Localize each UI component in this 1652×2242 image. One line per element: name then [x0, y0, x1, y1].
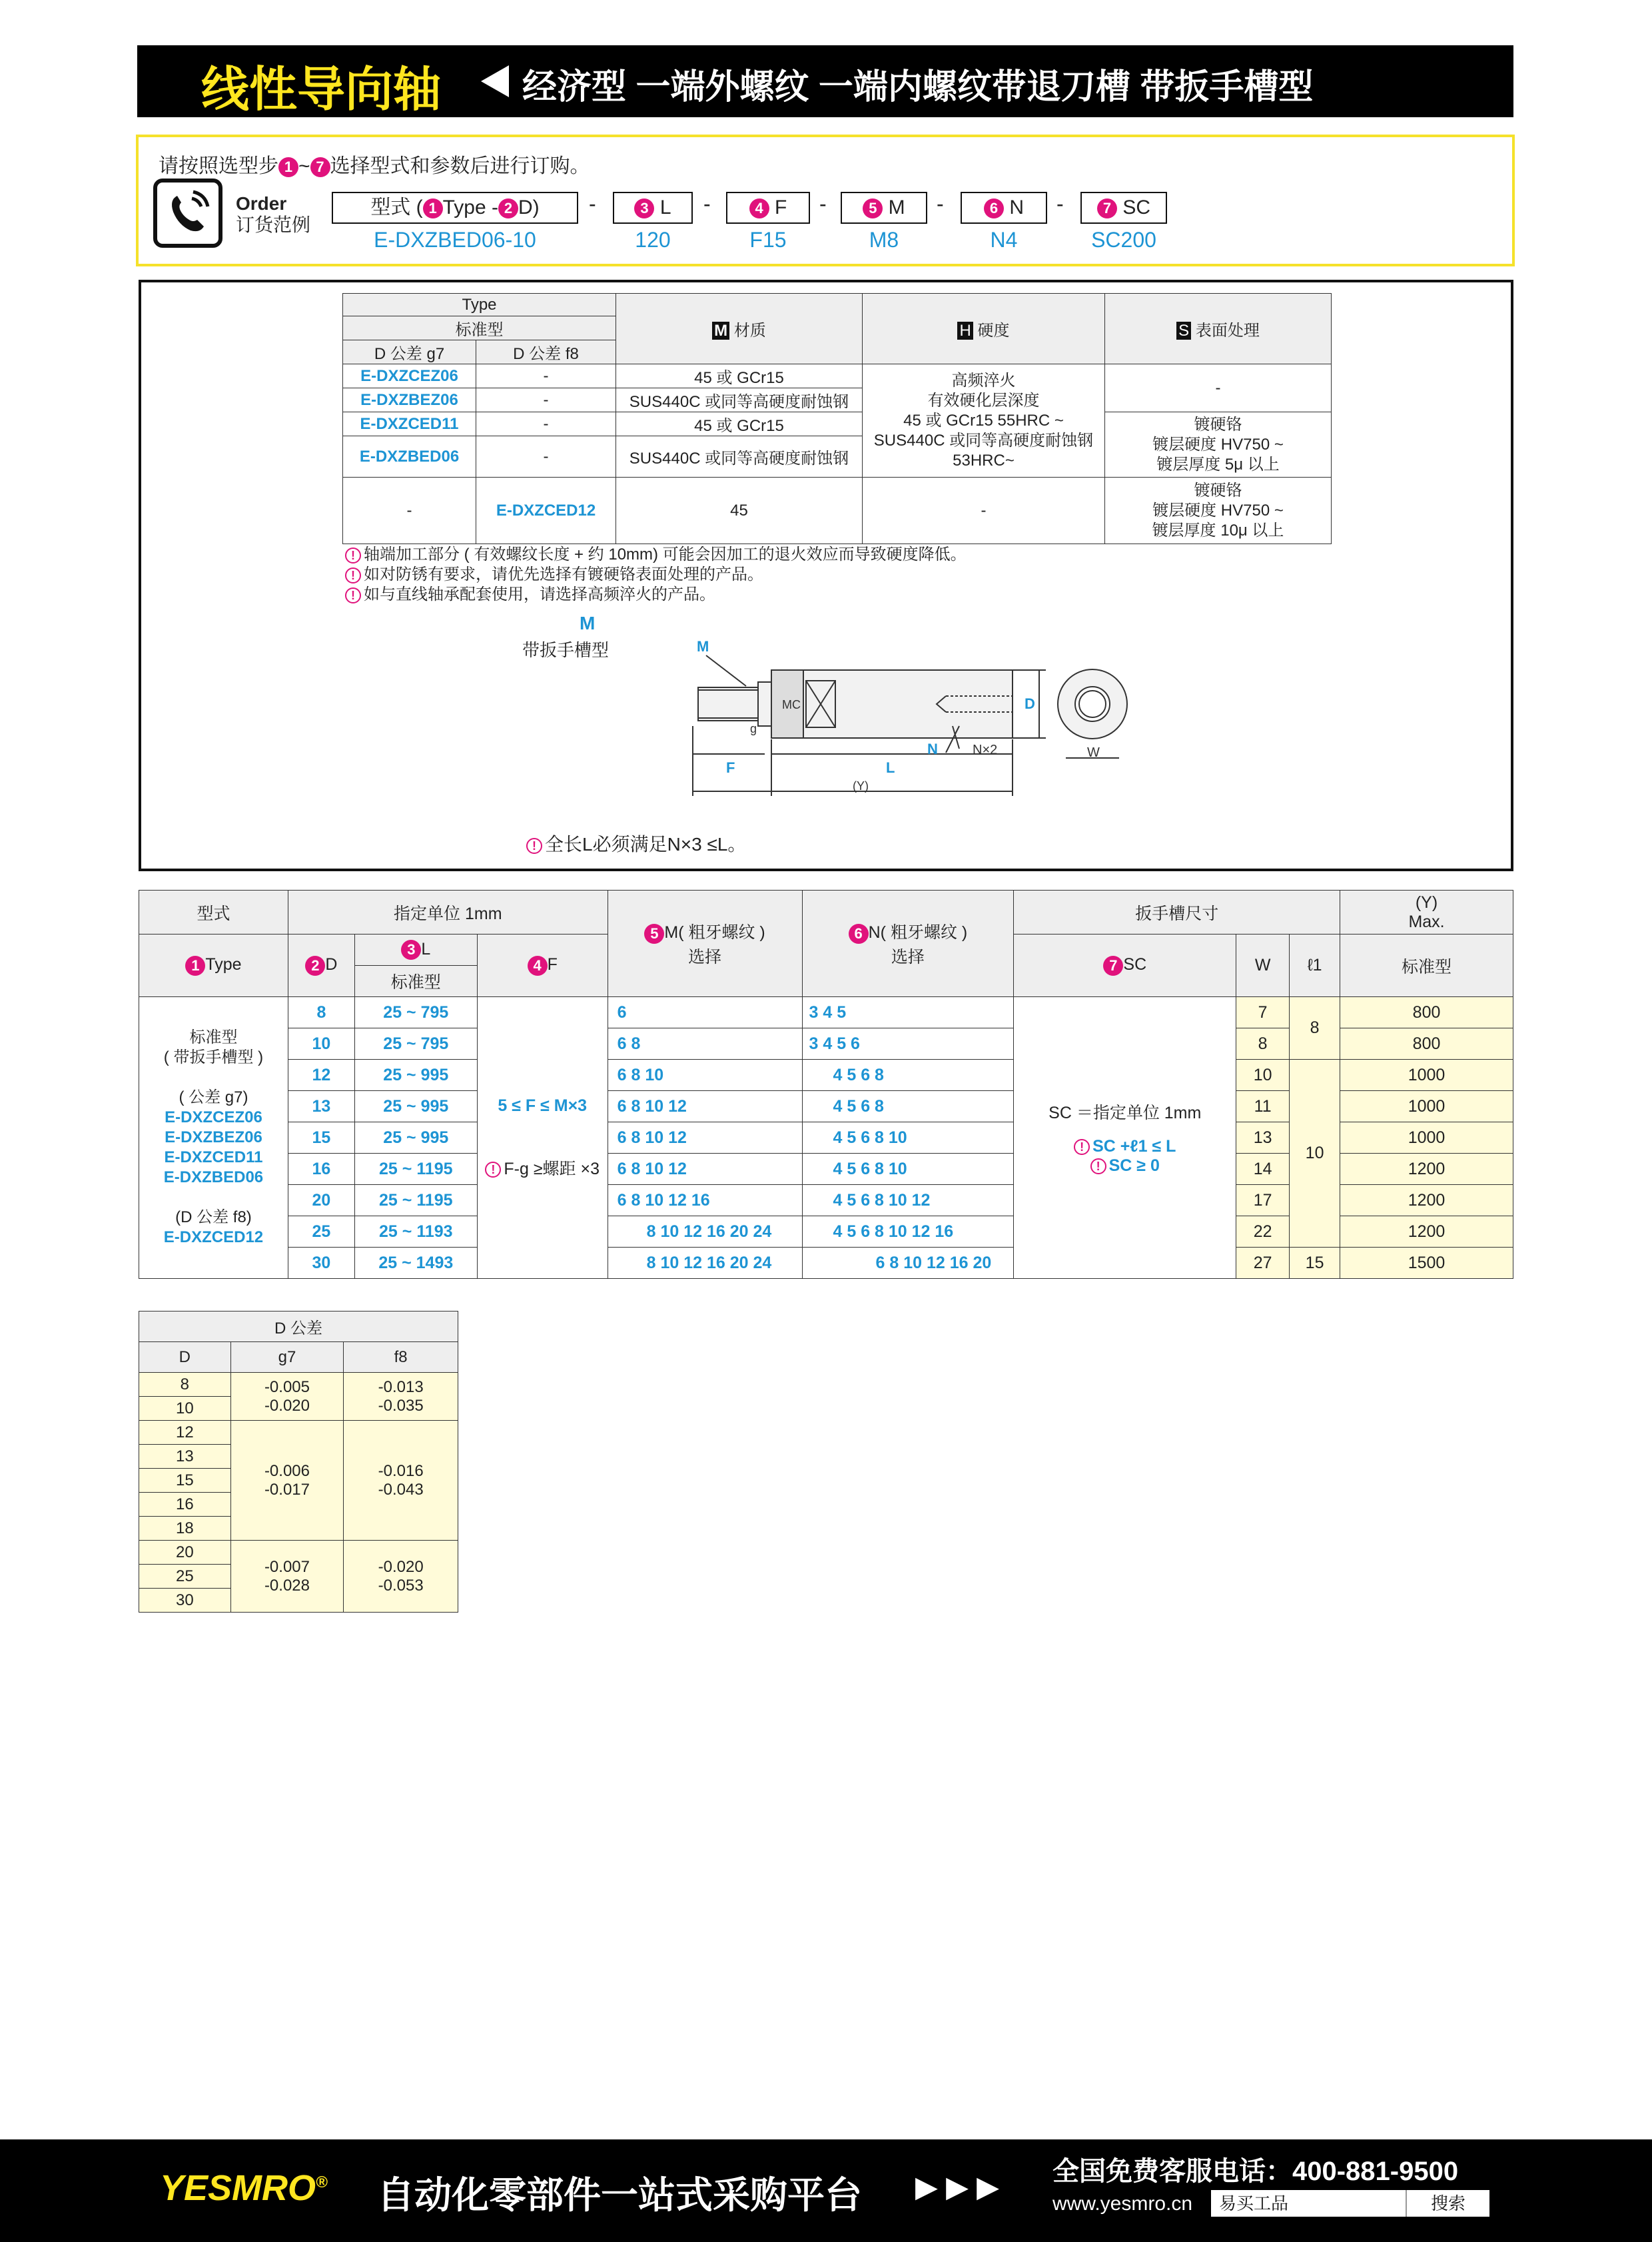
- field-N-value: N4: [990, 228, 1018, 252]
- SC-rule-cell: [1014, 997, 1236, 1279]
- D-cell: 8: [288, 997, 354, 1028]
- col-header: M( 粗牙螺纹 ): [664, 923, 765, 942]
- cell: -: [476, 364, 616, 388]
- field-label: L: [659, 196, 671, 218]
- separator-dash: -: [819, 192, 827, 216]
- table-row: [139, 1421, 458, 1445]
- registered-mark: ®: [316, 2173, 328, 2191]
- order-example-panel: [136, 135, 1515, 266]
- L-cell: 25 ~ 1195: [354, 1185, 477, 1216]
- D-cell: 15: [288, 1122, 354, 1154]
- instruction-text: ~: [298, 155, 310, 177]
- field-label: 型式 (: [370, 196, 423, 218]
- step-number-badge: 4: [528, 956, 548, 976]
- L-cell: 25 ~ 795: [354, 1028, 477, 1060]
- M-cell: 8 10 12 16 20 24: [608, 1216, 802, 1248]
- spacer: [478, 1116, 608, 1156]
- N-cell: 4 5 6 8 10: [802, 1122, 1014, 1154]
- separator-dash: -: [1056, 192, 1064, 216]
- type-code[interactable]: E-DXZBEZ06: [343, 388, 476, 412]
- D-cell: 30: [288, 1248, 354, 1279]
- f8-cell: [344, 1421, 458, 1541]
- N-cell: 6 8 10 12 16 20: [802, 1248, 1014, 1279]
- note-item: [345, 565, 967, 585]
- L-cell: 25 ~ 995: [354, 1122, 477, 1154]
- cell-line: 镀硬铬: [1194, 415, 1242, 434]
- cell: -: [476, 412, 616, 436]
- tol-value: -0.006: [264, 1461, 310, 1480]
- warning-icon: !: [1090, 1158, 1106, 1174]
- step-number-badge: 2: [498, 198, 518, 218]
- col-header-L: [354, 934, 477, 966]
- order-label-en: Order: [236, 193, 287, 214]
- cell-line: 镀层厚度 10μ 以上: [1152, 521, 1284, 540]
- M-cell: 6 8 10 12: [608, 1122, 802, 1154]
- W-cell: 14: [1236, 1154, 1290, 1185]
- D-cell: 8: [139, 1373, 231, 1397]
- hotline-label: 全国免费客服电话：: [1052, 2157, 1292, 2186]
- L-cell: 25 ~ 1195: [354, 1154, 477, 1185]
- col-header: 扳手槽尺寸: [1014, 891, 1340, 934]
- D-cell: 25: [139, 1565, 231, 1589]
- note-text: 全长L必须满足N×3 ≤L。: [545, 834, 747, 855]
- left-triangle-icon: [481, 65, 509, 97]
- N-cell: 4 5 6 8: [802, 1060, 1014, 1091]
- Y-cell: 800: [1340, 1028, 1513, 1060]
- surface-cell: -: [1105, 364, 1332, 412]
- M-cell: 6 8 10: [608, 1060, 802, 1091]
- col-header: L: [421, 939, 431, 958]
- L-cell: 25 ~ 1193: [354, 1216, 477, 1248]
- table-row: [139, 1248, 1513, 1279]
- brand-logo: [160, 2167, 328, 2209]
- warning-icon: !: [526, 838, 542, 854]
- col-header: (Y): [1415, 893, 1438, 912]
- order-instruction: [159, 149, 590, 179]
- spec-table: [342, 293, 1332, 544]
- tol-value: -0.020: [378, 1557, 424, 1576]
- col-header: 标准型: [1340, 934, 1513, 997]
- step-number-badge: 1: [185, 956, 205, 976]
- col-header: 标准型: [343, 316, 616, 340]
- col-header: Type: [343, 294, 616, 316]
- D-cell: 13: [139, 1445, 231, 1469]
- Y-cell: 1000: [1340, 1122, 1513, 1154]
- field-L-box: [613, 192, 693, 224]
- table-row: [343, 412, 1332, 436]
- spacer: [139, 1188, 288, 1208]
- step-number-badge: 7: [1097, 198, 1117, 218]
- field-SC-value: SC200: [1091, 228, 1156, 252]
- note-text: 轴端加工部分 ( 有效螺纹长度 + 约 10mm) 可能会因加工的退火效应而导致硬度降低。: [364, 546, 967, 563]
- surface-icon: S: [1176, 322, 1191, 340]
- D-cell: 20: [139, 1541, 231, 1565]
- type-code[interactable]: E-DXZCED11: [164, 1148, 263, 1166]
- hardness-cell: -: [863, 478, 1105, 544]
- W-cell: 7: [1236, 997, 1290, 1028]
- col-header: N( 粗牙螺纹 ): [868, 923, 968, 942]
- cell-line: 镀层硬度 HV750 ~: [1152, 435, 1284, 454]
- g7-cell: [230, 1541, 344, 1613]
- tol-value: -0.007: [264, 1557, 310, 1576]
- hotline: [1052, 2150, 1458, 2188]
- field-F-value: F15: [749, 228, 787, 252]
- brand-name: YESMRO: [160, 2168, 316, 2208]
- col-header: 材质: [733, 322, 766, 340]
- tol-value: -0.013: [378, 1377, 424, 1396]
- diagram-type-label: 带扳手槽型: [522, 640, 610, 660]
- Y-cell: 1200: [1340, 1216, 1513, 1248]
- g7-cell: [230, 1373, 344, 1421]
- table-row: [139, 997, 1513, 1028]
- field-label: F: [775, 196, 787, 218]
- spacer: [139, 1068, 288, 1088]
- table-row: [139, 1373, 458, 1397]
- cell-line: 镀硬铬: [1194, 481, 1242, 500]
- note-item: [345, 585, 967, 605]
- tolerance-table: [139, 1311, 458, 1613]
- col-header-material: [616, 294, 863, 364]
- M-cell: 8 10 12 16 20 24: [608, 1248, 802, 1279]
- warning-icon: !: [345, 548, 361, 563]
- dimension-table: [139, 890, 1513, 1279]
- type-block: [139, 997, 288, 1279]
- hardness-icon: H: [957, 322, 973, 340]
- col-header: 标准型: [354, 966, 477, 997]
- separator-dash: -: [937, 192, 944, 216]
- l1-cell: 8: [1290, 997, 1340, 1060]
- W-cell: 13: [1236, 1122, 1290, 1154]
- page-header: [137, 45, 1513, 117]
- M-cell: 6 8: [608, 1028, 802, 1060]
- cell: -: [476, 436, 616, 478]
- col-header: D 公差 f8: [476, 340, 616, 364]
- D-cell: 16: [139, 1493, 231, 1517]
- N-cell: 4 5 6 8 10 12 16: [802, 1216, 1014, 1248]
- tol-value: -0.043: [378, 1480, 424, 1499]
- field-label: M: [888, 196, 905, 218]
- field-M-value: M8: [869, 228, 899, 252]
- field-type-value: E-DXZBED06-10: [374, 228, 536, 252]
- L-cell: 25 ~ 995: [354, 1091, 477, 1122]
- SC-rule: SC +ℓ1 ≤ L: [1092, 1137, 1176, 1156]
- arrows-icon: ▶ ▶ ▶: [915, 2171, 999, 2203]
- cell-line: 45 或 GCr15 55HRC ~: [903, 411, 1064, 430]
- table-row: [343, 478, 1332, 544]
- D-cell: 16: [288, 1154, 354, 1185]
- separator-dash: -: [589, 192, 596, 216]
- tol-value: -0.016: [378, 1461, 424, 1480]
- type-line: ( 带扳手槽型 ): [163, 1048, 264, 1066]
- f8-cell: [344, 1541, 458, 1613]
- step-number-badge: 6: [984, 198, 1004, 218]
- hotline-number: 400-881-9500: [1292, 2157, 1459, 2186]
- cell-line: 镀层硬度 HV750 ~: [1152, 501, 1284, 520]
- l1-cell: 15: [1290, 1248, 1340, 1279]
- D-cell: 30: [139, 1589, 231, 1613]
- SC-rule: SC ≥ 0: [1108, 1156, 1160, 1175]
- warning-icon: !: [1074, 1139, 1090, 1155]
- cell: -: [476, 388, 616, 412]
- type-code[interactable]: E-DXZCED11: [343, 412, 476, 436]
- step-number-badge: 2: [305, 956, 325, 976]
- N-cell: 3 4 5: [802, 997, 1014, 1028]
- spacer: [1014, 1124, 1236, 1137]
- label-F: F: [726, 759, 735, 776]
- step-number-badge: 7: [310, 157, 330, 177]
- field-label: D): [518, 196, 540, 218]
- col-header: 型式: [139, 891, 288, 934]
- field-label: SC: [1122, 196, 1151, 218]
- col-header: D 公差: [139, 1311, 458, 1342]
- col-header: g7: [230, 1342, 344, 1373]
- note-text: 如对防锈有要求，请优先选择有镀硬铬表面处理的产品。: [364, 565, 763, 583]
- field-type-box: [332, 192, 578, 224]
- Y-cell: 1500: [1340, 1248, 1513, 1279]
- col-header-N: [802, 891, 1014, 997]
- diagram-type-code: M: [580, 613, 596, 633]
- D-cell: 18: [139, 1517, 231, 1541]
- tol-value: -0.017: [264, 1480, 310, 1499]
- cell-line: SUS440C 或同等高硬度耐蚀钢: [873, 431, 1094, 450]
- N-cell: 4 5 6 8: [802, 1091, 1014, 1122]
- label-D: D: [1025, 695, 1035, 712]
- instruction-text: 请按照选型步: [159, 155, 278, 177]
- L-cell: 25 ~ 995: [354, 1060, 477, 1091]
- label-Nx2: N×2: [973, 743, 998, 757]
- field-L-value: 120: [635, 228, 671, 252]
- order-label-cn: 订货范例: [236, 214, 311, 235]
- col-header-hardness: [863, 294, 1105, 364]
- tol-value: -0.053: [378, 1576, 424, 1595]
- notes-list: [345, 545, 967, 605]
- footer-bar: [0, 2139, 1652, 2242]
- label-g: g: [750, 722, 757, 735]
- W-cell: 27: [1236, 1248, 1290, 1279]
- material-icon: M: [712, 322, 729, 340]
- D-cell: 13: [288, 1091, 354, 1122]
- warning-icon: !: [485, 1162, 501, 1178]
- shaft-drawing: [666, 633, 1172, 806]
- field-F-box: [726, 192, 810, 224]
- col-header: D 公差 g7: [343, 340, 476, 364]
- cell: 45 或 GCr15: [616, 364, 863, 388]
- cell: 45: [616, 478, 863, 544]
- type-code[interactable]: E-DXZBED06: [343, 436, 476, 478]
- page-title: 线性导向轴: [201, 63, 442, 117]
- col-header: F: [547, 955, 558, 974]
- D-cell: 10: [139, 1397, 231, 1421]
- col-header: D: [325, 955, 338, 974]
- type-line: 标准型: [189, 1028, 238, 1046]
- col-header-SC: [1014, 934, 1236, 997]
- label-N: N: [927, 741, 938, 757]
- col-header: Type: [205, 955, 242, 974]
- label-M: M: [697, 638, 709, 655]
- page-subtitle: 经济型 一端外螺纹 一端内螺纹带退刀槽 带扳手槽型: [522, 68, 1314, 107]
- W-cell: 10: [1236, 1060, 1290, 1091]
- col-header: 硬度: [977, 322, 1010, 340]
- col-header: D: [139, 1342, 231, 1373]
- step-number-badge: 5: [644, 924, 664, 944]
- M-cell: 6 8 10 12 16: [608, 1185, 802, 1216]
- order-label: [236, 193, 310, 236]
- label-L: L: [886, 759, 895, 776]
- N-cell: 4 5 6 8 10 12: [802, 1185, 1014, 1216]
- L-cell: 25 ~ 1493: [354, 1248, 477, 1279]
- col-header: 指定单位 1mm: [288, 891, 608, 934]
- f8-cell: [344, 1373, 458, 1421]
- cell: 45 或 GCr15: [616, 412, 863, 436]
- length-rule-note: [526, 830, 746, 857]
- type-code[interactable]: E-DXZCED12: [476, 478, 616, 544]
- field-N-box: [961, 192, 1047, 224]
- Y-cell: 1200: [1340, 1154, 1513, 1185]
- hardness-cell: [863, 364, 1105, 478]
- Y-cell: 1000: [1340, 1091, 1513, 1122]
- W-cell: 11: [1236, 1091, 1290, 1122]
- cell: SUS440C 或同等高硬度耐蚀钢: [616, 388, 863, 412]
- step-number-badge: 6: [849, 924, 869, 944]
- search-text: 易买工品: [1219, 2193, 1289, 2213]
- step-number-badge: 5: [863, 198, 883, 218]
- tol-value: -0.028: [264, 1576, 310, 1595]
- step-number-badge: 3: [634, 198, 654, 218]
- step-number-badge: 1: [423, 198, 443, 218]
- step-number-badge: 3: [401, 940, 421, 960]
- col-header-Y: [1340, 891, 1513, 934]
- col-header: 选择: [688, 947, 722, 966]
- col-header: ℓ1: [1290, 934, 1340, 997]
- D-cell: 10: [288, 1028, 354, 1060]
- field-SC-box: [1080, 192, 1167, 224]
- N-cell: 3 4 5 6: [802, 1028, 1014, 1060]
- type-code[interactable]: E-DXZCEZ06: [165, 1108, 262, 1126]
- phone-icon: [153, 179, 222, 248]
- label-MC: MC: [782, 698, 801, 711]
- SC-rule: SC ＝指定单位 1mm: [1048, 1104, 1202, 1122]
- Y-cell: 800: [1340, 997, 1513, 1028]
- col-header: 表面处理: [1195, 322, 1260, 340]
- cell-line: 有效硬化层深度: [927, 391, 1040, 410]
- M-cell: 6 8 10 12: [608, 1154, 802, 1185]
- col-header: SC: [1123, 955, 1147, 974]
- type-line: ( 公差 g7): [179, 1088, 248, 1106]
- col-header: W: [1236, 934, 1290, 997]
- W-cell: 8: [1236, 1028, 1290, 1060]
- tol-value: -0.020: [264, 1396, 310, 1415]
- W-cell: 22: [1236, 1216, 1290, 1248]
- D-cell: 25: [288, 1216, 354, 1248]
- tol-value: -0.005: [264, 1377, 310, 1396]
- col-header-F: [477, 934, 608, 997]
- W-cell: 17: [1236, 1185, 1290, 1216]
- step-number-badge: 4: [749, 198, 769, 218]
- type-code[interactable]: E-DXZCEZ06: [343, 364, 476, 388]
- type-line: (D 公差 f8): [175, 1208, 252, 1226]
- field-label: N: [1009, 196, 1024, 218]
- col-header: Max.: [1408, 912, 1445, 931]
- type-code[interactable]: E-DXZBEZ06: [165, 1128, 262, 1146]
- field-M-box: [841, 192, 927, 224]
- surface-cell: [1105, 412, 1332, 478]
- step-number-badge: 1: [278, 157, 298, 177]
- cell: -: [343, 478, 476, 544]
- D-cell: 12: [288, 1060, 354, 1091]
- warning-icon: !: [345, 567, 361, 583]
- cell-line: 53HRC~: [953, 451, 1015, 470]
- D-cell: 15: [139, 1469, 231, 1493]
- g7-cell: [230, 1421, 344, 1541]
- cell-line: 镀层厚度 5μ 以上: [1156, 455, 1280, 474]
- cell: SUS440C 或同等高硬度耐蚀钢: [616, 436, 863, 478]
- l1-cell: 10: [1290, 1060, 1340, 1248]
- surface-cell: [1105, 478, 1332, 544]
- separator-dash: -: [703, 192, 711, 216]
- cell-line: 高频淬火: [951, 371, 1016, 390]
- instruction-text: 选择型式和参数后进行订购。: [330, 155, 590, 177]
- M-cell: 6 8 10 12: [608, 1091, 802, 1122]
- website-url[interactable]: www.yesmro.cn: [1052, 2193, 1193, 2215]
- table-row: [343, 364, 1332, 388]
- F-rule: 5 ≤ F ≤ M×3: [498, 1096, 588, 1115]
- F-rule-cell: [477, 997, 608, 1279]
- col-header-M: [608, 891, 802, 997]
- col-header: 选择: [891, 947, 925, 966]
- D-cell: 12: [139, 1421, 231, 1445]
- col-header-D: [288, 934, 354, 997]
- step-number-badge: 7: [1103, 956, 1123, 976]
- footer-slogan: 自动化零部件一站式采购平台: [377, 2174, 862, 2216]
- search-button[interactable]: 搜索: [1406, 2190, 1489, 2217]
- col-header: f8: [344, 1342, 458, 1373]
- type-code[interactable]: E-DXZCED12: [163, 1228, 264, 1246]
- type-code[interactable]: E-DXZBED06: [163, 1168, 264, 1186]
- D-cell: 20: [288, 1185, 354, 1216]
- Y-cell: 1000: [1340, 1060, 1513, 1091]
- col-header-surface: [1105, 294, 1332, 364]
- warning-icon: !: [345, 587, 361, 603]
- M-cell: 6: [608, 997, 802, 1028]
- label-Y: (Y): [853, 779, 869, 793]
- note-item: [345, 545, 967, 565]
- field-label: Type -: [442, 196, 499, 218]
- label-W: W: [1087, 745, 1100, 760]
- N-cell: 4 5 6 8 10: [802, 1154, 1014, 1185]
- tol-value: -0.035: [378, 1396, 424, 1415]
- note-text: 如与直线轴承配套使用，请选择高频淬火的产品。: [364, 585, 715, 603]
- table-row: [139, 1060, 1513, 1091]
- Y-cell: 1200: [1340, 1185, 1513, 1216]
- col-header-type: [139, 934, 288, 997]
- L-cell: 25 ~ 795: [354, 997, 477, 1028]
- F-rule: F-g ≥螺距 ×3: [504, 1159, 600, 1178]
- table-row: [139, 1541, 458, 1565]
